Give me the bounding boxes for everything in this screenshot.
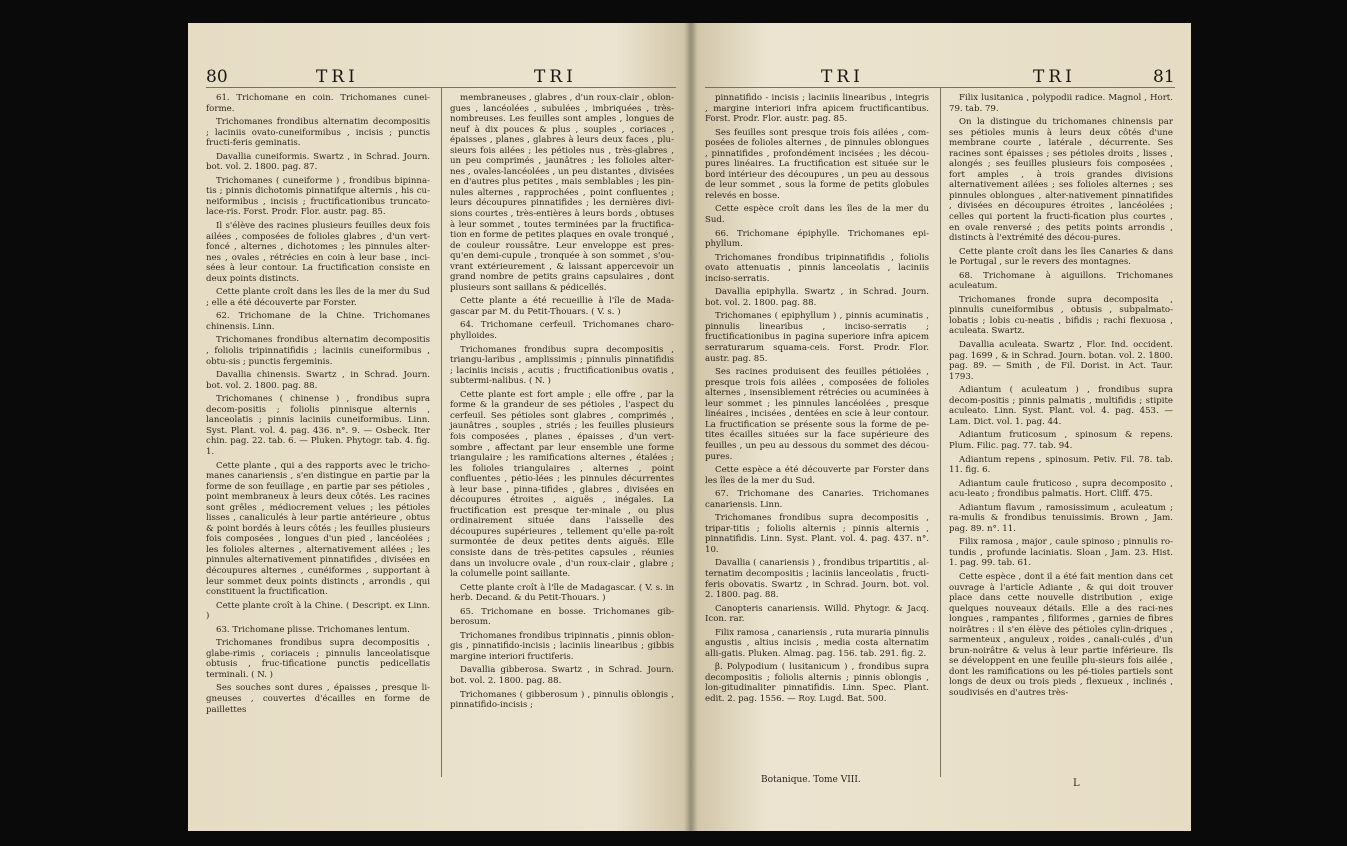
paragraph: Cette plante croît dans les îles de la mer du Sud ; elle a été découverte par Forster. xyxy=(206,287,430,308)
paragraph: Trichomanes frondibus alternatim decompositis , foliolis tripinnatifidis ; laciniis cuneiformibus , obtu-sis ; punctis fergeminis. xyxy=(206,335,430,367)
paragraph: Cette espèce croît dans les îles de la mer du Sud. xyxy=(705,204,929,226)
paragraph: Adiantum fruticosum , spinosum & repens. Plum. Filic. pag. 77. tab. 94. xyxy=(949,430,1173,451)
paragraph: Cette plante croît à l'île de Madagascar. ( V. s. in herb. Decand. & du Petit-Thouars. ) xyxy=(450,582,674,604)
paragraph: Trichomanes ( chinense ) , frondibus supra decom-positis ; foliolis pinnisque alternis , lanceolatis ; pinnis laciniis cuneiformibus. Linn. Syst. Plant. vol. 4. pag. 436. n°. 9. — Osbeck. Iter chin. pag. 22. tab. 6. — Pluken. Phytogr. tab. 4. fig. 1. xyxy=(206,394,430,457)
column-divider xyxy=(441,87,442,777)
paragraph: 65. Trichomane en bosse. Trichomanes gib-berosum. xyxy=(450,606,674,628)
paragraph: Trichomanes ( cuneiforme ) , frondibus bipinna-tis ; pinnis dichotomis pinnatifque alternis , his cu-neiformibus , incisis ; fructificationibus truncato-lace-ris. Forst. Prodr. Flor. austr. pag. 85. xyxy=(206,175,430,218)
paragraph: 62. Trichomane de la Chine. Trichomanes chinensis. Linn. xyxy=(206,311,430,332)
paragraph: Cette plante croît dans les îles Canaries & dans le Portugal , sur le revers des montagnes. xyxy=(949,246,1173,268)
paragraph: Davallia epiphylla. Swartz , in Schrad. Journ. bot. vol. 2. 1800. pag. 88. xyxy=(705,287,929,308)
paragraph: Trichomanes frondibus supra decompositis , glabe-rimis , coriaceis ; pinnulis lanceolatisque obtusis , fruc-tificatione punctis pedicellatis terminali. ( N. ) xyxy=(206,638,430,680)
paragraph: Adiantum repens , spinosum. Petiv. Fil. 78. tab. 11. fig. 6. xyxy=(949,454,1173,476)
paragraph: Ses souches sont dures , épaisses , presque li-gneuses , couvertes d'écailles en forme de paillettes xyxy=(206,683,430,715)
paragraph: Ses racines produisent des feuilles pétiolées , presque trois fois ailées , composées de folioles alternes , insensiblement rétrécies ou acuminées à leur sommet ; les pinnules lancéolées , presque linéaires , incisées , dentées en scie à leur contour. La fructification se présente sous la forme de pe-tites écailles situées sur la face supérieure des feuilles , un peu au dessous du sommet des décou-pures. xyxy=(705,367,929,462)
paragraph: pinnatifido - incisis ; laciniis linearibus , integris , margine interiori infra apicem fructificantibus. Forst. Prodr. Flor. austr. pag. 85. xyxy=(705,93,929,125)
column-divider xyxy=(940,87,941,777)
paragraph: Cette espèce , dont il a été fait mention dans cet ouvrage à l'article Adiante , & qui doit trouver place dans cette nouvelle distribution , exige quelques nouveaux détails. Elle a des raci-nes longues , rampantes , filiformes , garnies de fibres noirâtres : il s'en élève des pétioles cylin-driques , sarmenteux , anguleux , roides , canali-culés , d'un brun-noirâtre & velus à leur partie inférieure. Ils se développent en une feuille plu-sieurs fois ailée , dont les ramifications ou les pé-tioles partiels sont longs de deux ou trois pieds , flexueux , inclinés , soudivisés en d'autres très- xyxy=(949,571,1173,698)
paragraph: 66. Trichomane épiphylle. Trichomanes epi-phyllum. xyxy=(705,228,929,250)
page-number: 80 xyxy=(206,67,228,87)
paragraph: 68. Trichomane à aiguillons. Trichomanes aculeatum. xyxy=(949,270,1173,292)
paragraph: 64. Trichomane cerfeuil. Trichomanes charo-phylloides. xyxy=(450,320,674,342)
footer-volume: Botanique. Tome VIII. xyxy=(761,775,861,785)
paragraph: Davallia cuneiformis. Swartz , in Schrad. Journ. bot. vol. 2. 1800. pag. 87. xyxy=(206,151,430,173)
running-header: TRI xyxy=(534,67,577,87)
left-page xyxy=(188,23,691,831)
paragraph: Trichomanes frondibus supra decompositis , triangu-laribus , amplissimis ; pinnulis pinnatifidis ; laciniis incisis , acutis ; fructificationibus ovatis , subtermi-nalibus. ( N. ) xyxy=(450,344,674,387)
paragraph: Davallia chinensis. Swartz , in Schrad. Journ. bot. vol. 2. 1800. pag. 88. xyxy=(206,370,430,391)
paragraph: Filix ramosa , major , caule spinoso ; pinnulis ro-tundis , profunde laciniatis. Sloan , Jam. 23. Hist. 1. pag. 99. tab. 61. xyxy=(949,537,1173,569)
paragraph: 61. Trichomane en coin. Trichomanes cunei-forme. xyxy=(206,93,430,114)
paragraph: Adiantum flavum , ramosissimum , aculeatum ; ra-mulis & frondibus tenuissimis. Brown , Jam. pag. 89. n°. 11. xyxy=(949,502,1173,534)
running-header: TRI xyxy=(316,67,359,87)
paragraph: Davallia aculeata. Swartz , Flor. Ind. occident. pag. 1699 , & in Schrad. Journ. botan. vol. 2. 1800. pag. 89. — Smith , de Fil. Dorist. in Act. Taur. 1793. xyxy=(949,340,1173,382)
paragraph: Canopteris canariensis. Willd. Phytogr. & Jacq. Icon. rar. xyxy=(705,603,929,625)
book-gutter xyxy=(684,23,698,831)
paragraph: Filix lusitanica , polypodii radice. Magnol , Hort. 79. tab. 79. xyxy=(949,93,1173,114)
paragraph: Trichomanes frondibus tripinnatis , pinnis oblon-gis , pinnatifido-incisis ; laciniis linearibus ; gibbis margine interiori fructiferis. xyxy=(450,630,674,662)
text-column xyxy=(206,93,430,718)
paragraph: Cette plante , qui a des rapports avec le tricho-manes canariensis , s'en distingue en partie par la forme de son feuillage , en partie par ses pétioles , point membraneux à leurs deux côtés. Les racines sont grêles , médiocrement velues ; les pétioles lisses , canaliculés à leur partie antérieure , obtus & point bordés à leurs côtés ; les feuilles plusieurs fois composées , longues d'un pied , lancéolées ; les folioles alternes , alternativement ailées ; les pinnules alternativement pinnatifides , divisées en découpures alternes , cunéiformes , supportant à leur sommet deux points distincts , arrondis , qui constituent la fructification. xyxy=(206,460,430,598)
paragraph: Filix ramosa , canariensis , ruta muraria pinnulis angustis , altius incisis , media costa alternatim alli-gatis. Pluken. Almag. pag. 156. tab. 291. fig. 2. xyxy=(705,627,929,659)
page-number: 81 xyxy=(1153,67,1175,87)
paragraph: Cette plante est fort ample ; elle offre , par la forme & la grandeur de ses pétioles , l'aspect du cerfeuil. Ses pétioles sont glabres , comprimés , jaunâtres , souples , striés ; les feuilles plusieurs fois composées , planes , épaisses , d'un vert-sombre , affectant par leur ensemble une forme triangulaire ; les ramifications alternes , étalées ; les folioles triangulaires , alternes , point confluentes , pétio-lées ; les pinnules décurrentes à leur base , pinna-tifides , glabres , divisées en découpures étroites , aiguës , inégales. La fructification est presque ter-minale , ou plus ordinairement située dans l'aisselle des découpures supérieures , tellement qu'elle pa-roît surmontée de deux petites dents aiguës. Elle consiste dans de très-petites capsules , réunies dans un involucre ovale , d'un roux-clair , glabre ; la columelle point saillante. xyxy=(450,389,674,580)
paragraph: Trichomanes frondibus tripinnatifidis , foliolis ovato attenuatis , pinnis lanceolatis , laciniis inciso-serratis. xyxy=(705,252,929,284)
paragraph: Cette plante a été recueillie à l'île de Mada-gascar par M. du Petit-Thouars. ( V. s. ) xyxy=(450,296,674,317)
text-column xyxy=(705,93,929,708)
text-column xyxy=(450,93,674,714)
paragraph: 67. Trichomane des Canaries. Trichomanes canariensis. Linn. xyxy=(705,489,929,510)
open-book xyxy=(188,23,1191,831)
paragraph: Davallia gibberosa. Swartz , in Schrad. Journ. bot. vol. 2. 1800. pag. 88. xyxy=(450,665,674,686)
paragraph: Adiantum caule fruticoso , supra decomposito , acu-leato ; frondibus palmatis. Hort. Cliff. 475. xyxy=(949,478,1173,500)
signature-mark: L xyxy=(1073,778,1080,789)
paragraph: Trichomanes frondibus alternatim decompositis ; laciniis ovato-cuneiformibus , incisis ; punctis fructi-feris geminatis. xyxy=(206,117,430,149)
paragraph: Trichomanes fronde supra decomposita , pinnulis cuneiformibus , obtusis , subpalmato-lobatis ; lobis cu-neatis , bifidis ; rachi flexuosa , aculeata. Swartz. xyxy=(949,294,1173,337)
paragraph: Il s'élève des racines plusieurs feuilles deux fois ailées , composées de folioles glabres , d'un vert-foncé , alternes , dichotomes ; les pinnules alter-nes , ovales , rétrécies en coin à leur base , inci-sées à leur contour. La fructification consiste en deux points distincts. xyxy=(206,221,430,284)
paragraph: Trichomanes frondibus supra decompositis , tripar-titis ; foliolis alternis ; pinnis alternis , pinnatifidis. Linn. Syst. Plant. vol. 4. pag. 437. n°. 10. xyxy=(705,513,929,555)
paragraph: 63. Trichomane plisse. Trichomanes lentum. xyxy=(216,624,410,635)
paragraph: Cette espèce a été découverte par Forster dans les îles de la mer du Sud. xyxy=(705,465,929,486)
paragraph: β. Polypodium ( lusitanicum ) , frondibus supra decompositis ; foliolis alternis ; pinnis oblongis , lon-gitudinaliter pinnatifidis. Linn. Spec. Plant. edit. 2. pag. 1556. — Roy. Lugd. Bat. 500. xyxy=(705,662,929,704)
paragraph: Trichomanes ( epiphyllum ) , pinnis acuminatis , pinnulis linearibus , inciso-serratis ; fructificationibus in pagina superiore infra apicem serraturarum squama-ceis. Forst. Prodr. Flor. austr. pag. 85. xyxy=(705,311,929,364)
paragraph: Ses feuilles sont presque trois fois ailées , com-posées de folioles alternes , de pinnules oblongues , pinnatifides , profondément incisées ; les décou-pures linéaires. La fructification est située sur le bord intérieur des découpures , un peu au dessous de leur sommet , sous la forme de petits globules relevés en bosse. xyxy=(705,127,929,201)
right-page xyxy=(691,23,1191,831)
running-header: TRI xyxy=(821,67,864,87)
paragraph: Adiantum ( aculeatum ) , frondibus supra decom-positis ; pinnis palmatis , multifidis ; stipite aculeato. Linn. Syst. Plant. vol. 4. pag. 453. — Lam. Dict. vol. 1. pag. 44. xyxy=(949,385,1173,427)
paragraph: Davallia ( canariensis ) , frondibus tripartitis , al-ternatim decompositis ; laciniis lanceolatis , fructi-feris obovatis. Swartz , in Schrad. Journ. bot. vol. 2. 1800. pag. 88. xyxy=(705,558,929,601)
paragraph: On la distingue du trichomanes chinensis par ses pétioles munis à leurs deux côtés d'une membrane courte , latérale , décurrente. Ses racines sont épaisses ; ses pétioles droits , lisses , alongés ; ses feuilles plusieurs fois composées , fort amples , à trois grandes divisions alternativement ailées ; ses folioles alternes ; ses pinnules oblongues , alter-nativement pinnatifides , divisées en découpures étroites , lancéolées ; celles qui portent la fructi-fication plus courtes , en ovale renversé ; des petits points arrondis , distincts à l'extrémité des décou-pures. xyxy=(949,117,1173,244)
running-header: TRI xyxy=(1033,67,1076,87)
paragraph: membraneuses , glabres , d'un roux-clair , oblon-gues , lancéolées , subulées , imbriquées , très-nombreuses. Les feuilles sont amples , longues de neuf à dix pouces & plus , souples , coriaces , épaisses , planes , glabres à leurs deux faces , plu-sieurs fois ailées ; les pétioles nus , très-glabres , un peu comprimés , jaunâtres ; les folioles alter-nes , ovales-lancéolées , un peu distantes , divisées en d'autres plus petites , mais semblables ; les pin-nules alternes , rapprochées , point confluentes ; leurs découpures pinnatifides ; les dernières divi-sions courtes , très-entières à leurs bords , obtuses à leur sommet , toutes terminées par la fructifica-tion en forme de petites plaques en ovale tronqué , de couleur roussâtre. Leur enveloppe est pres-qu'en demi-cupule , tronquée à son sommet , s'ou-vrant extérieurement , & laissant appercevoir un grand nombre de petits grains capsulaires , dont plusieurs sont saillans & pédicellés. xyxy=(450,93,674,293)
paragraph: Trichomanes ( gibberosum ) , pinnulis oblongis , pinnatifido-incisis ; xyxy=(450,689,674,711)
text-column xyxy=(949,93,1173,702)
paragraph: Cette plante croît à la Chine. ( Descript. ex Linn. ) xyxy=(206,600,430,622)
